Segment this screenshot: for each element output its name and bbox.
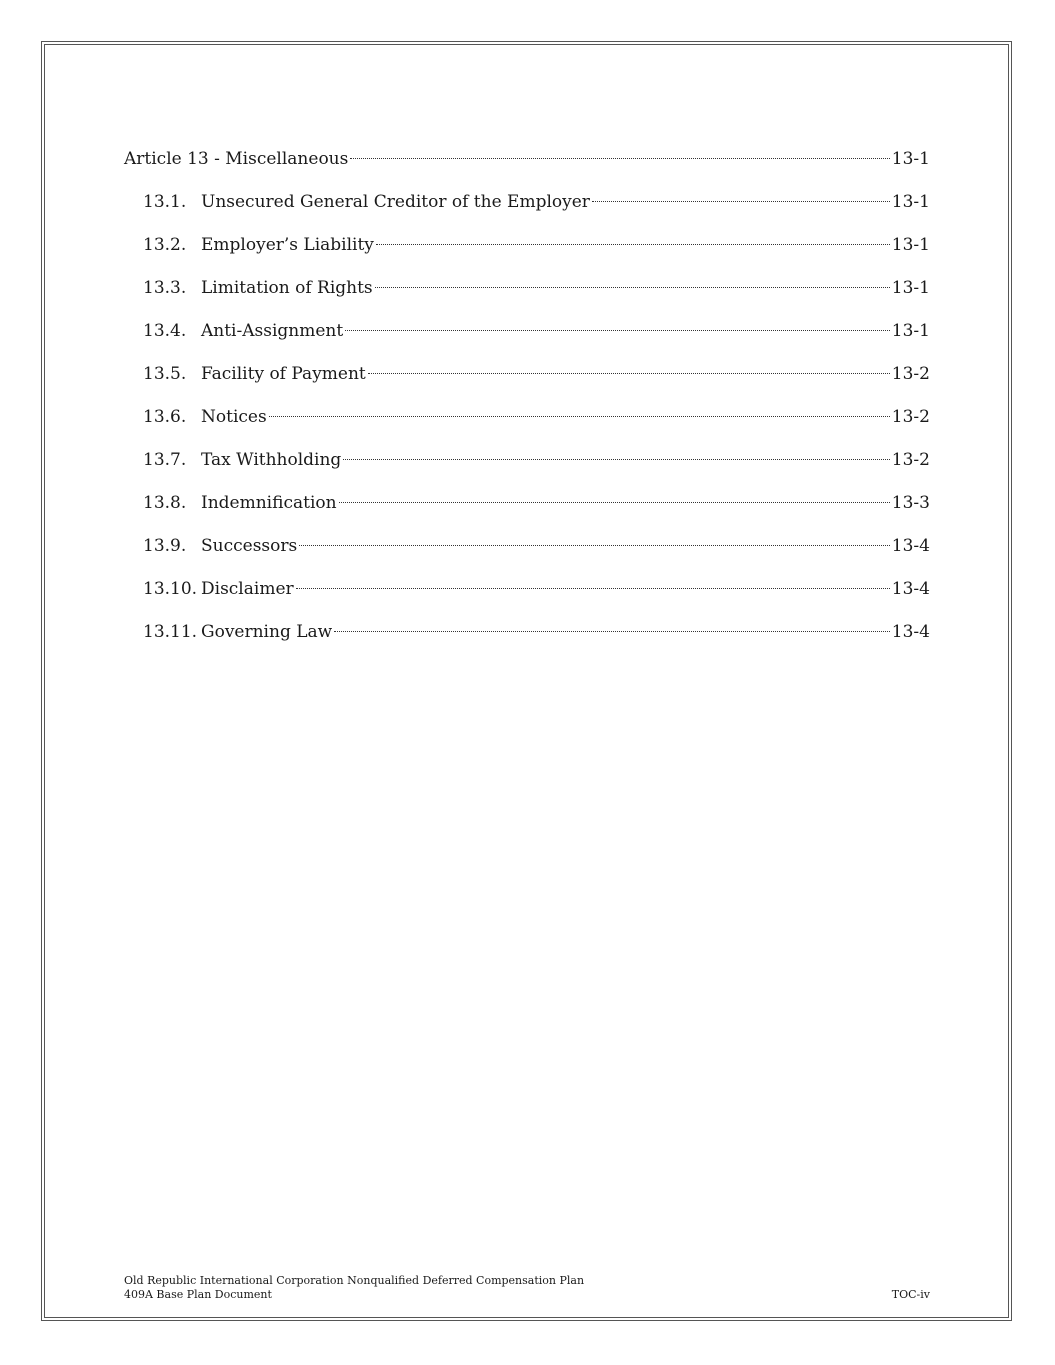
toc-section-title: Successors bbox=[201, 536, 298, 556]
toc-section-page: 13-4 bbox=[891, 622, 930, 642]
toc-section-entry[interactable] bbox=[124, 183, 930, 226]
toc-dot-leader bbox=[345, 312, 890, 336]
toc-section-number: 13.6. bbox=[143, 407, 187, 427]
footer-document-type: 409A Base Plan Document bbox=[124, 1288, 272, 1301]
toc-section-number: 13.4. bbox=[143, 321, 187, 341]
toc-section-number: 13.11. bbox=[143, 622, 198, 642]
toc-dot-leader bbox=[368, 355, 890, 379]
toc-dot-leader bbox=[592, 183, 890, 207]
toc-section-entry[interactable] bbox=[124, 613, 930, 656]
toc-section-entry[interactable] bbox=[124, 269, 930, 312]
toc-section-title: Facility of Payment bbox=[201, 364, 366, 384]
footer-page-label: TOC-iv bbox=[891, 1288, 930, 1301]
toc-section-number: 13.3. bbox=[143, 278, 187, 298]
toc-section-entry[interactable] bbox=[124, 226, 930, 269]
toc-section-page: 13-1 bbox=[891, 235, 930, 255]
toc-article-page: 13-1 bbox=[891, 149, 930, 169]
toc-dot-leader bbox=[334, 613, 890, 637]
toc-section-page: 13-2 bbox=[891, 450, 930, 470]
toc-section-title: Limitation of Rights bbox=[201, 278, 373, 298]
toc-section-title: Anti-Assignment bbox=[201, 321, 344, 341]
toc-section-title: Indemnification bbox=[201, 493, 337, 513]
toc-section-number: 13.9. bbox=[143, 536, 187, 556]
toc-section-number: 13.5. bbox=[143, 364, 187, 384]
toc-article-title: Article 13 - Miscellaneous bbox=[124, 149, 349, 169]
toc-dot-leader bbox=[299, 527, 890, 551]
toc-section-entry[interactable] bbox=[124, 570, 930, 613]
toc-section-title: Disclaimer bbox=[201, 579, 294, 599]
toc-dot-leader bbox=[376, 226, 890, 250]
footer-plan-name: Old Republic International Corporation Nonqualified Deferred Compensation Plan bbox=[124, 1274, 585, 1287]
toc-section-entry[interactable] bbox=[124, 355, 930, 398]
toc-section-title: Governing Law bbox=[201, 622, 333, 642]
toc-dot-leader bbox=[350, 140, 889, 164]
toc-section-number: 13.1. bbox=[143, 192, 187, 212]
toc-dot-leader bbox=[339, 484, 890, 508]
toc-article-entry[interactable] bbox=[124, 140, 930, 183]
toc-section-entry[interactable] bbox=[124, 312, 930, 355]
toc-section-number: 13.8. bbox=[143, 493, 187, 513]
toc-section-title: Notices bbox=[201, 407, 267, 427]
toc-section-page: 13-4 bbox=[891, 536, 930, 556]
toc-section-number: 13.2. bbox=[143, 235, 187, 255]
toc-section-page: 13-2 bbox=[891, 364, 930, 384]
toc-dot-leader bbox=[296, 570, 890, 594]
toc-section-page: 13-1 bbox=[891, 192, 930, 212]
toc-section-entry[interactable] bbox=[124, 398, 930, 441]
toc-section-title: Employer’s Liability bbox=[201, 235, 374, 255]
toc-section-title: Tax Withholding bbox=[201, 450, 342, 470]
table-of-contents bbox=[124, 140, 930, 656]
toc-section-entry[interactable] bbox=[124, 441, 930, 484]
toc-section-number: 13.7. bbox=[143, 450, 187, 470]
page-footer bbox=[124, 1274, 930, 1302]
toc-section-page: 13-4 bbox=[891, 579, 930, 599]
toc-section-page: 13-1 bbox=[891, 278, 930, 298]
toc-section-number: 13.10. bbox=[143, 579, 198, 599]
toc-section-page: 13-3 bbox=[891, 493, 930, 513]
toc-section-entry[interactable] bbox=[124, 527, 930, 570]
toc-dot-leader bbox=[375, 269, 890, 293]
toc-dot-leader bbox=[343, 441, 889, 465]
toc-section-page: 13-2 bbox=[891, 407, 930, 427]
toc-dot-leader bbox=[269, 398, 890, 422]
toc-section-entry[interactable] bbox=[124, 484, 930, 527]
toc-section-title: Unsecured General Creditor of the Employer bbox=[201, 192, 590, 212]
toc-section-page: 13-1 bbox=[891, 321, 930, 341]
